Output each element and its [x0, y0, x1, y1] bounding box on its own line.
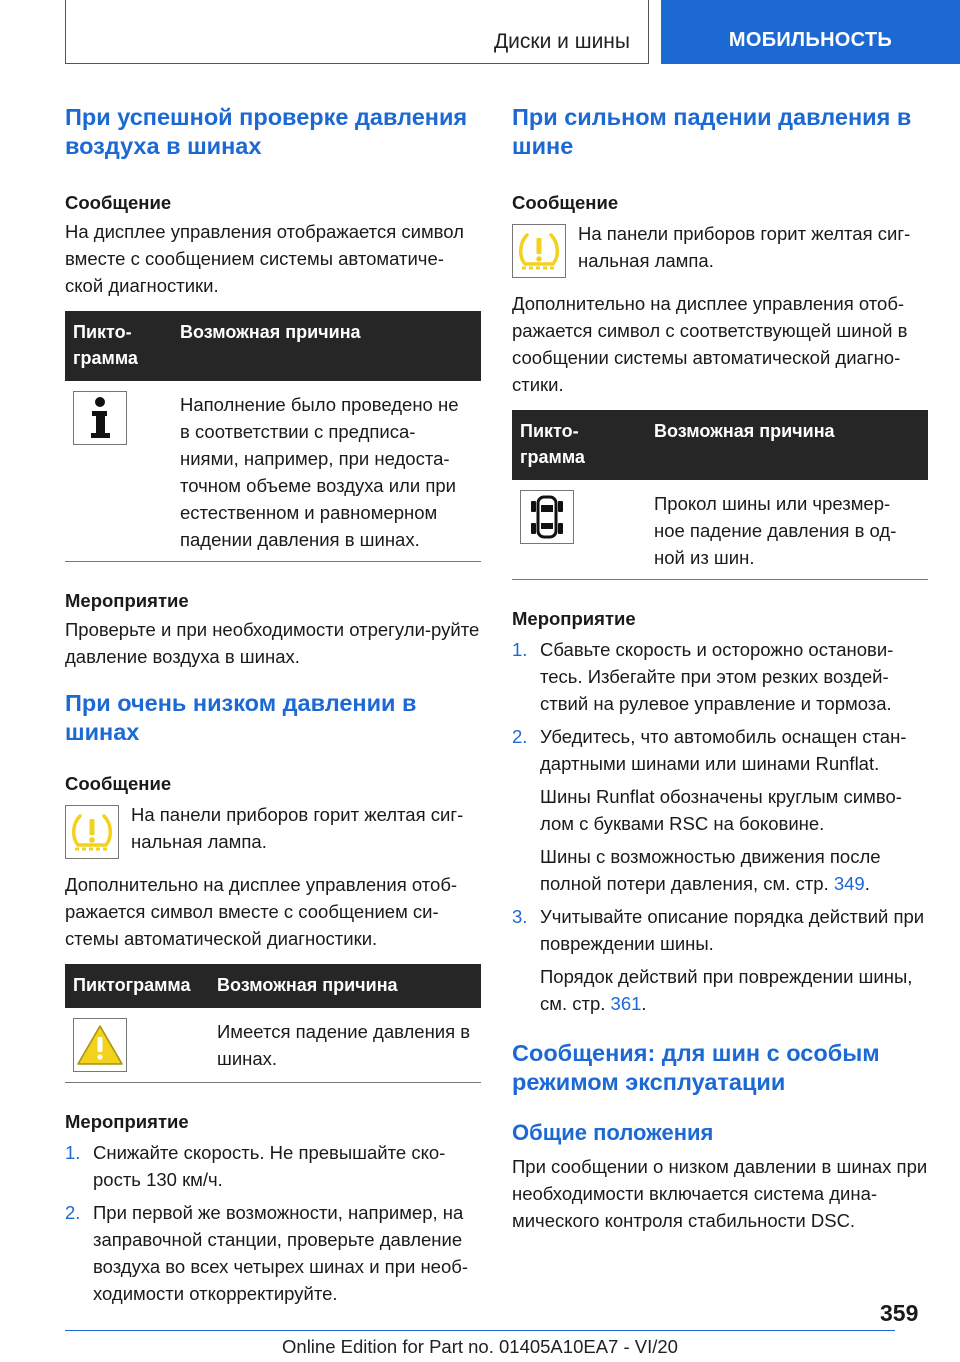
header-tab-label: МОБИЛЬНОСТЬ — [728, 29, 893, 51]
message-heading: Сообщение — [65, 192, 172, 213]
header-tab-mobility[interactable] — [661, 0, 960, 64]
action-heading: Мероприятие — [65, 1111, 189, 1132]
step-number: 3. — [512, 906, 528, 927]
step-text: Учитывайте описание порядка действий при повреждении шины. — [540, 906, 925, 954]
step-number: 1. — [65, 1142, 81, 1163]
section-title-very-low: При очень низком давлении в шинах — [65, 690, 417, 745]
extra-text: Дополнительно на дисплее управления отоб-ражается символ с соответствующей шиной в сообщении системы автоматической диагно-стики. — [512, 293, 908, 395]
section-title-success: При успешной проверке давления воздуха в шинах — [65, 104, 468, 159]
table-row — [65, 1008, 481, 1083]
lamp-message — [65, 801, 481, 859]
lamp-message — [512, 220, 928, 278]
left-column — [65, 103, 481, 1307]
message-text: На дисплее управления отображается символ вместе с сообщением системы автоматиче-ской диагностики. — [65, 221, 464, 296]
extra-text: Дополнительно на дисплее управления отоб-ражается символ вместе с сообщением си-стемы автоматической диагностики. — [65, 874, 458, 949]
header-section-box — [65, 0, 649, 64]
list-item — [65, 1139, 481, 1193]
message-heading: Сообщение — [512, 192, 619, 213]
tire-pressure-warning-icon — [512, 224, 566, 278]
table-header-pictogram: Пикто-грамма — [512, 410, 646, 480]
table-header-cause: Возможная причина — [172, 311, 481, 381]
table-header-pictogram: Пикто-грамма — [65, 311, 172, 381]
footer — [0, 1336, 960, 1358]
list-item — [512, 903, 928, 1017]
cause-table-success — [65, 311, 481, 562]
step-note-with-link — [540, 963, 928, 1017]
section-title-special-tires: Сообщения: для шин с особым режимом эксплуатации — [512, 1040, 880, 1095]
step-text: Снижайте скорость. Не превышайте ско-рость 130 км/ч. — [93, 1142, 446, 1190]
subsection-title-general: Общие положения — [512, 1120, 714, 1145]
message-heading: Сообщение — [65, 773, 172, 794]
general-text: При сообщении о низком давлении в шинах при необходимости включается система дина-мического контроля стабильности DSC. — [512, 1156, 928, 1231]
cause-table-strong-drop — [512, 410, 928, 580]
page-number: 359 — [880, 1300, 919, 1326]
page-link-349[interactable]: 349 — [833, 873, 865, 894]
list-item — [512, 636, 928, 717]
step-number: 2. — [65, 1202, 81, 1223]
table-row — [512, 480, 928, 580]
note-suffix: . — [864, 873, 870, 894]
step-number: 2. — [512, 726, 528, 747]
action-heading: Мероприятие — [512, 608, 636, 629]
lamp-text: На панели приборов горит желтая сиг-нальная лампа. — [131, 804, 464, 852]
step-note: Шины Runflat обозначены круглым симво-лом с буквами RSC на боковине. — [540, 786, 902, 834]
list-item — [512, 723, 928, 897]
right-column — [512, 103, 928, 1234]
action-steps — [65, 1139, 481, 1307]
tire-pressure-warning-icon — [65, 805, 119, 859]
table-cell-cause: Прокол шины или чрезмер-ное падение давления в од-ной из шин. — [646, 480, 928, 580]
car-tire-icon — [520, 490, 574, 544]
lamp-text: На панели приборов горит желтая сиг-нальная лампа. — [578, 223, 911, 271]
table-row — [65, 381, 481, 562]
note-text: Шины с возможностью движения после полной потери давления, см. стр. — [540, 846, 881, 894]
table-header-cause: Возможная причина — [646, 410, 928, 480]
table-cell-cause: Имеется падение давления в шинах. — [209, 1008, 481, 1083]
note-suffix: . — [641, 993, 647, 1014]
cause-table-very-low — [65, 964, 481, 1083]
table-header-pictogram: Пиктограмма — [65, 964, 209, 1008]
list-item — [65, 1199, 481, 1307]
page-link-361[interactable]: 361 — [610, 993, 642, 1014]
step-text: При первой же возможности, например, на заправочной станции, проверьте давление воздуха во всех четырех шинах и при необ-ходимости откорректируйте. — [93, 1202, 469, 1304]
action-text: Проверьте и при необходимости отрегули-руйте давление воздуха в шинах. — [65, 619, 480, 667]
step-note-with-link — [540, 843, 928, 897]
table-cell-cause: Наполнение было проведено не в соответствии с предписа-ниями, например, при недоста-точном объеме воздуха или при естественном и равномерном падении давления в шинах. — [172, 381, 481, 562]
info-icon — [73, 391, 127, 445]
header-section-title: Диски и шины — [493, 30, 630, 53]
step-text: Убедитесь, что автомобиль оснащен стан-дартными шинами или шинами Runflat. — [540, 726, 907, 774]
action-heading: Мероприятие — [65, 590, 189, 611]
note-text: Порядок действий при повреждении шины, см. стр. — [540, 966, 913, 1014]
warning-triangle-icon — [73, 1018, 127, 1072]
action-steps — [512, 636, 928, 1017]
footer-edition: Online Edition for Part no. 01405A10EA7 - VI/20 — [282, 1336, 678, 1357]
table-header-cause: Возможная причина — [209, 964, 481, 1008]
step-number: 1. — [512, 639, 528, 660]
section-title-strong-drop: При сильном падении давления в шине — [512, 104, 912, 159]
step-text: Сбавьте скорость и осторожно останови-тесь. Избегайте при этом резких воздей-ствий на рулевое управление и тормоза. — [540, 639, 894, 714]
footer-rule — [65, 1330, 895, 1331]
